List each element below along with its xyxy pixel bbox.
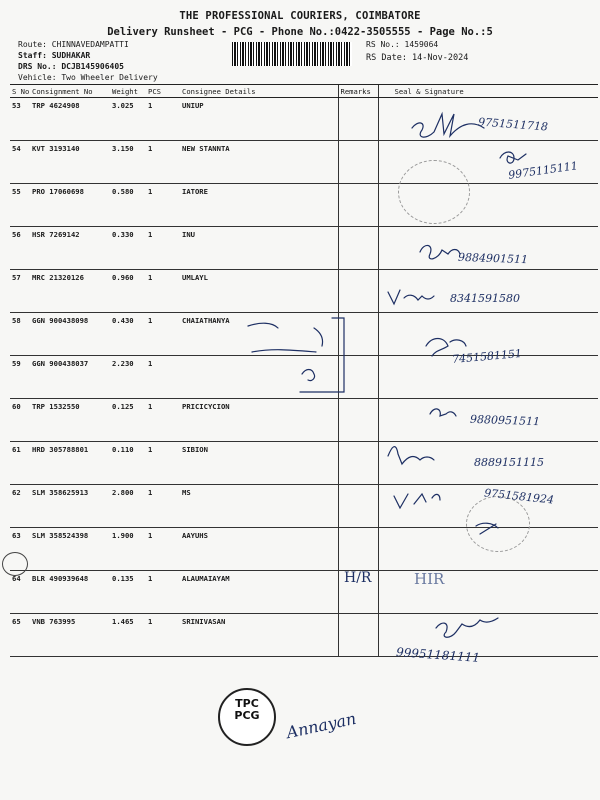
handwritten-phone-row-61: 8889151115 (474, 456, 544, 469)
cell-weight: 0.430 (110, 313, 146, 356)
cell-consignment-no: PRO 17060698 (30, 184, 110, 227)
cell-weight: 0.580 (110, 184, 146, 227)
cell-sno: 60 (10, 399, 30, 442)
cell-consignment-no: GGN 900438098 (30, 313, 110, 356)
cell-pcs: 1 (146, 270, 180, 313)
handwritten-name-bottom: Annayan (284, 708, 358, 743)
col-header-sno: S No (12, 86, 30, 96)
cell-weight: 1.900 (110, 528, 146, 571)
cell-pcs: 1 (146, 614, 180, 657)
cell-sno: 64 (10, 571, 30, 614)
cell-weight: 2.230 (110, 356, 146, 399)
col-header-pcs: PCS (146, 85, 180, 98)
cell-consignment-no: GGN 900438037 (30, 356, 110, 399)
cell-pcs: 1 (146, 227, 180, 270)
cell-weight: 0.960 (110, 270, 146, 313)
cell-sno: 61 (10, 442, 30, 485)
drs-label: DRS No.: DCJB145906405 (18, 62, 124, 71)
cell-consignee: UMLAYL (180, 270, 338, 313)
cell-consignee: CHAIATHANYA (180, 313, 338, 356)
cell-consignee: NEW STANNTA (180, 141, 338, 184)
cell-sno: 54 (10, 141, 30, 184)
cell-pcs: 1 (146, 356, 180, 399)
seal-line-1: TPC (235, 697, 259, 710)
cell-sno: 62 (10, 485, 30, 528)
cell-weight: 0.330 (110, 227, 146, 270)
staff-label: Staff: SUDHAKAR (18, 51, 91, 60)
cell-consignee: IATORE (180, 184, 338, 227)
handwritten-phone-row-57: 9884901511 (457, 250, 529, 267)
cell-pcs: 1 (146, 141, 180, 184)
cell-consignee: UNIUP (180, 98, 338, 141)
cell-sno: 58 (10, 313, 30, 356)
cell-consignment-no: TRP 1532550 (30, 399, 110, 442)
cell-weight: 0.135 (110, 571, 146, 614)
cell-pcs: 1 (146, 184, 180, 227)
cell-consignee: PRICICYCION (180, 399, 338, 442)
cell-weight: 2.800 (110, 485, 146, 528)
cell-sno: 63 (10, 528, 30, 571)
cell-pcs: 1 (146, 313, 180, 356)
cell-pcs: 1 (146, 98, 180, 141)
cell-consignment-no: SLM 358524398 (30, 528, 110, 571)
cell-consignment-no: HRD 305788801 (30, 442, 110, 485)
cell-consignee: SIBION (180, 442, 338, 485)
cell-weight: 0.110 (110, 442, 146, 485)
rs-date: RS Date: 14-Nov-2024 (366, 53, 469, 63)
cell-consignment-no: TRP 4624908 (30, 98, 110, 141)
col-header-consignee: Consignee Details (180, 85, 338, 98)
col-header-consignment: Consignment No (30, 85, 110, 98)
handwritten-phone-row-59: 7451581151 (451, 346, 523, 367)
cell-weight: 1.465 (110, 614, 146, 657)
cell-consignee: SRINIVASAN (180, 614, 338, 657)
seal-line-2: PCG (234, 709, 260, 722)
cell-consignee: MS (180, 485, 338, 528)
handwritten-phone-row-54: 9975115111 (507, 159, 579, 182)
cell-consignment-no: HSR 7269142 (30, 227, 110, 270)
handwritten-phone-row-62: 9751581924 (483, 486, 555, 507)
cell-pcs: 1 (146, 442, 180, 485)
runsheet-title: Delivery Runsheet - PCG - Phone No.:0422-3505555 - Page No.:5 (107, 26, 493, 38)
cell-pcs: 1 (146, 571, 180, 614)
rs-number: RS No.: 1459064 (366, 40, 439, 49)
handwritten-phone-row-65: 99951181111 (395, 645, 481, 665)
cell-consignment-no: SLM 358625913 (30, 485, 110, 528)
col-header-signature: Seal & Signature (378, 85, 598, 98)
handwritten-phone-row-60: 9880951511 (469, 412, 541, 429)
cell-pcs: 1 (146, 528, 180, 571)
cell-pcs: 1 (146, 485, 180, 528)
col-header-weight: Weight (110, 85, 146, 98)
cell-sno: 57 (10, 270, 30, 313)
cell-sno: 55 (10, 184, 30, 227)
cell-consignee: INU (180, 227, 338, 270)
cell-sno: 56 (10, 227, 30, 270)
handwritten-remarks-row-64: H/R (344, 570, 372, 586)
cell-weight: 3.150 (110, 141, 146, 184)
cell-weight: 3.025 (110, 98, 146, 141)
cell-sno: 53 (10, 98, 30, 141)
cell-sno: 59 (10, 356, 30, 399)
cell-weight: 0.125 (110, 399, 146, 442)
cell-consignment-no: VNB 763995 (30, 614, 110, 657)
cell-pcs: 1 (146, 399, 180, 442)
handwritten-phone-row-58: 8341591580 (450, 292, 520, 305)
handwritten-phone-row-53: 9751511718 (477, 115, 549, 134)
cell-sno: 65 (10, 614, 30, 657)
cell-consignment-no: KVT 3193140 (30, 141, 110, 184)
route-label: Route: CHINNAVEDAMPATTI (18, 40, 129, 49)
col-header-remarks: Remarks (338, 85, 378, 98)
handwritten-note-row-64: HIR (414, 570, 445, 588)
vehicle-label: Vehicle: Two Wheeler Delivery (18, 73, 158, 82)
page-title: THE PROFESSIONAL COURIERS, COIMBATORE (179, 10, 421, 22)
cell-consignee: AAYUHS (180, 528, 338, 571)
cell-consignment-no: BLR 490939648 (30, 571, 110, 614)
cell-consignee: ALAUMAIAYAM (180, 571, 338, 614)
cell-consignment-no: MRC 21320126 (30, 270, 110, 313)
company-seal (218, 688, 276, 746)
